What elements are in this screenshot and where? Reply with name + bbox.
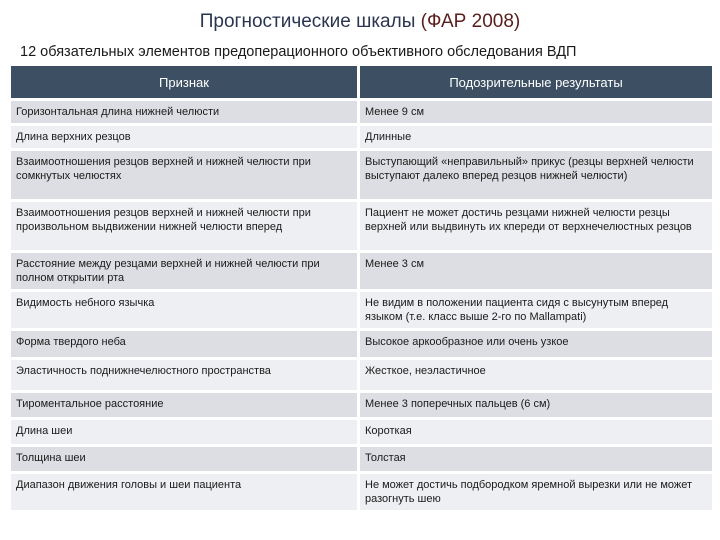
table-row (11, 474, 712, 510)
feature-cell: Расстояние между резцами верхней и нижней челюсти при полном открытии рта (11, 253, 357, 289)
result-cell: Короткая (360, 420, 712, 444)
result-cell: Пациент не может достичь резцами нижней челюсти резцы верхней или выдвинуть их кпереди от верхнечелюстных резцов (360, 202, 712, 250)
table-row (11, 420, 712, 444)
table-row (11, 126, 712, 148)
result-cell: Длинные (360, 126, 712, 148)
feature-cell: Взаимоотношения резцов верхней и нижней челюсти при сомкнутых челюстях (11, 151, 357, 199)
feature-cell: Тироментальное расстояние (11, 393, 357, 417)
feature-cell: Диапазон движения головы и шеи пациента (11, 474, 357, 510)
result-cell: Высокое аркообразное или очень узкое (360, 331, 712, 357)
result-cell: Менее 3 поперечных пальцев (6 см) (360, 393, 712, 417)
table-row (11, 360, 712, 390)
result-cell: Толстая (360, 447, 712, 471)
result-cell: Жесткое, неэластичное (360, 360, 712, 390)
table-row (11, 151, 712, 199)
page-title-main: Прогностические шкалы (199, 11, 421, 32)
page-subtitle: 12 обязательных элементов предоперационного объективного обследования ВДП (20, 44, 577, 60)
page-title-accent: (ФАР 2008) (420, 11, 521, 32)
feature-cell: Толщина шеи (11, 447, 357, 471)
result-cell: Выступающий «неправильный» прикус (резцы верхней челюсти выступают далеко вперед резцов нижней челюсти) (360, 151, 712, 199)
criteria-table (8, 63, 715, 513)
result-cell: Менее 9 см (360, 101, 712, 123)
table-row (11, 202, 712, 250)
table-row (11, 253, 712, 289)
feature-cell: Взаимоотношения резцов верхней и нижней челюсти при произвольном выдвижении нижней челюсти вперед (11, 202, 357, 250)
table-row (11, 393, 712, 417)
table-row (11, 292, 712, 328)
result-cell: Не может достичь подбородком яремной вырезки или не может разогнуть шею (360, 474, 712, 510)
table-row (11, 331, 712, 357)
result-cell: Менее 3 см (360, 253, 712, 289)
feature-cell: Длина верхних резцов (11, 126, 357, 148)
feature-cell: Длина шеи (11, 420, 357, 444)
header-suspicious-results: Подозрительные результаты (360, 66, 712, 98)
table-row (11, 101, 712, 123)
feature-cell: Видимость небного язычка (11, 292, 357, 328)
result-cell: Не видим в положении пациента сидя с высунутым вперед языком (т.е. класс выше 2-го по Mallampati) (360, 292, 712, 328)
table-row (11, 447, 712, 471)
feature-cell: Форма твердого неба (11, 331, 357, 357)
feature-cell: Горизонтальная длина нижней челюсти (11, 101, 357, 123)
table-header-row (11, 66, 712, 98)
feature-cell: Эластичность поднижнечелюстного пространства (11, 360, 357, 390)
header-feature: Признак (11, 66, 357, 98)
page-title (0, 10, 720, 34)
